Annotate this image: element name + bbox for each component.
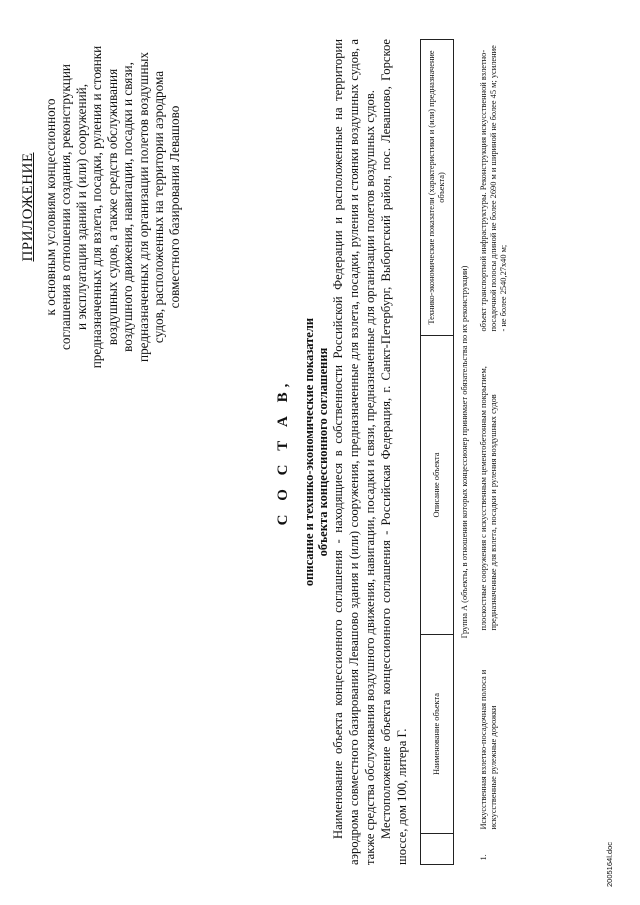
appendix-line: предназначенных для взлета, посадки, руления и стоянки <box>89 45 104 369</box>
appendix-line: соглашения в отношении создания, реконструкции <box>58 64 73 350</box>
header-technical-indicators: Технико-экономические показатели (характеристики и (или) предназначение объекта) <box>421 40 454 336</box>
appendix-line: предназначенных для организации полетов воздушных <box>135 52 151 362</box>
appendix-heading: ПРИЛОЖЕНИЕ <box>20 152 36 262</box>
file-name-footer: 2005164l.doc <box>605 841 614 887</box>
appendix-line: воздушного движения, навигации, посадки и связи, <box>120 62 135 352</box>
document-body <box>330 39 410 865</box>
appendix-block <box>20 27 182 387</box>
object-location-paragraph: Местоположение объекта концессионного соглашения - Российская Федерация, г. Санкт-Петербург, Выборгский район, пос. Левашово, Горское шоссе, дом 100, литера Г. <box>379 39 409 865</box>
document-title: С О С Т А В, <box>275 378 291 526</box>
appendix-line: к основным условиям концессионного <box>42 98 58 316</box>
header-object-description: Описание объекта <box>421 336 454 635</box>
row-object-name: Искусственная взлетно-посадочная полоса и искусственные рулежные дорожки <box>479 669 498 830</box>
table-row <box>476 40 512 865</box>
rotated-content <box>20 17 620 887</box>
row-technical-indicators: объект транспортной инфраструктуры. Реконструкция искусственной взлетно-посадочной полосы длиной не более 2690 м и шириной не более 45 м; усиление - не более 2540,27х40 м; <box>479 45 508 332</box>
appendix-line: и эксплуатации зданий и (или) сооружений, <box>73 83 89 331</box>
header-number <box>421 834 454 865</box>
document-subtitle-line: объекта концессионного соглашения <box>316 347 330 557</box>
title-block <box>275 17 330 887</box>
object-name-paragraph: Наименование объекта концессионного соглашения - находящиеся в собственности Российской Федерации и расположенные на территории аэродрома совместного базирования Левашово здания и (или) сооружения, предназначенные для взлета, посадки, руления и стоянки воздушных судов, а также средства обслуживания воздушного движения, навигации, посадки и связи, предназначенные для организации полетов воздушных судов. <box>331 39 377 865</box>
group-a-label: Группа А (объекты, в отношении которых концессионер принимает обязательства по их реконструкции) <box>460 265 469 639</box>
row-number: 1. <box>479 854 488 861</box>
table-header-row <box>421 40 454 865</box>
appendix-line: судов, расположенных на территории аэродрома <box>151 70 166 344</box>
row-object-description: плоскостные сооружения с искусственным цементобетонным покрытием, предназначенные для взлета, посадки и руления воздушных судов <box>479 366 498 631</box>
header-object-name: Наименование объекта <box>421 635 454 834</box>
appendix-line: совместного базирования Левашово <box>166 105 182 309</box>
document-subtitle-line: описание и технико-экономические показатели <box>302 317 316 587</box>
group-row <box>454 40 477 865</box>
appendix-line: воздушных судов, а также средств обслуживания <box>104 68 120 346</box>
objects-table <box>420 39 512 865</box>
